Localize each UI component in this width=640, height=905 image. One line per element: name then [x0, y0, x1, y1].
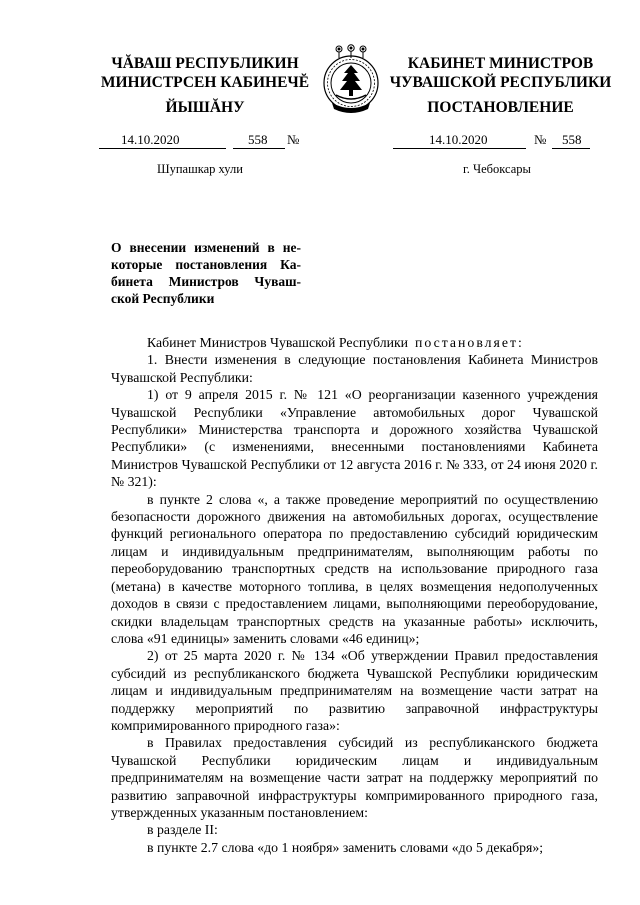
body-paragraph: в Правилах предоставления субсидий из республиканского бюджета Чувашской Республики юридическим лицам и индивидуальным предпринимателям на возмещение части затрат на поддержку мероприятий по развитию заправочной инфраструктуры компримированного природного газа, утвержденных указанным постановлением: [111, 735, 598, 820]
left-doc-type [100, 98, 310, 117]
body-paragraph: в разделе II: [147, 822, 218, 838]
coat-of-arms-icon [320, 43, 382, 113]
right-city: г. Чебоксары [463, 162, 531, 176]
right-date: 14.10.2020 [429, 132, 488, 147]
right-number: 558 [562, 132, 582, 147]
body-paragraph: в пункте 2 слова «, а также проведение мероприятий по осуществлению безопасности дорожного движения на автомобильных дорогах, осуществление функций регионального оператора по предоставлению субсидий юридическим лицам и индивидуальным предпринимателям, выполняющим работы по переоборудованию транспортных средств на использование природного газа (метана) в качестве моторного топлива, в целях возмещения недополученных доходов в связи с предоставлением лицами, выполняющими переоборудование, скидки владельцам транспортных средств на указанные работы» исключить, слова «91 единицы» заменить словами «46 единиц»; [111, 491, 598, 646]
right-doc-type [388, 98, 613, 117]
body-paragraph: 1) от 9 апреля 2015 г. № 121 «О реорганизации казенного учреждения Чувашской Республики «Управление автомобильных дорог Чувашской Республики» Министерства транспорта и дорожного хозяйства Чувашской Республики» (с изменениями, внесенными постановлениями Кабинета Министров Чувашской Республики от 12 августа 2016 г. № 333, от 24 июня 2020 г. № 321): [111, 387, 598, 490]
intro-prefix: Кабинет Министров Чувашской Республики [147, 335, 409, 350]
subject-line: которые постановления Ка- [111, 257, 301, 272]
document-subject [111, 239, 301, 307]
right-org-line1: КАБИНЕТ МИНИСТРОВ [407, 55, 594, 72]
body-paragraph: 2) от 25 марта 2020 г. № 134 «Об утверждении Правил предоставления субсидий из республиканского бюджета Чувашской Республики юридическим лицам и индивидуальным предпринимателям на возмещение части затрат на поддержку мероприятий по развитию заправочной инфраструктуры компримированного природного газа»: [111, 648, 598, 733]
right-number-sign: № [534, 132, 547, 147]
document-body [111, 334, 598, 856]
body-paragraph: 1. Внести изменения в следующие постановления Кабинета Министров Чувашской Республики: [111, 352, 598, 385]
right-doc-type-label: ПОСТАНОВЛЕНИЕ [427, 99, 574, 116]
left-date: 14.10.2020 [121, 132, 180, 147]
subject-line: бинета Министров Чуваш- [111, 274, 301, 289]
left-org-name [100, 54, 310, 92]
body-paragraph: в пункте 2.7 слова «до 1 ноября» заменить словами «до 5 декабря»; [147, 839, 544, 855]
right-org-name [388, 54, 613, 92]
body-intro [111, 334, 598, 351]
intro-spaced: постановляет: [414, 335, 524, 350]
right-org-line2: ЧУВАШСКОЙ РЕСПУБЛИКИ [389, 74, 612, 91]
left-number: 558 [248, 132, 268, 147]
left-doc-type-label: ЙЫШĂНУ [165, 99, 245, 116]
left-org-line1: ЧĂВАШ РЕСПУБЛИКИН [111, 55, 299, 72]
left-number-sign: № [287, 132, 300, 147]
subject-line: ской Республики [111, 291, 215, 306]
left-city: Шупашкар хули [157, 162, 243, 176]
right-date-line [0, 133, 640, 147]
subject-line: О внесении изменений в не- [111, 240, 301, 255]
left-org-line2: МИНИСТРСЕН КАБИНЕЧĔ [100, 74, 310, 91]
